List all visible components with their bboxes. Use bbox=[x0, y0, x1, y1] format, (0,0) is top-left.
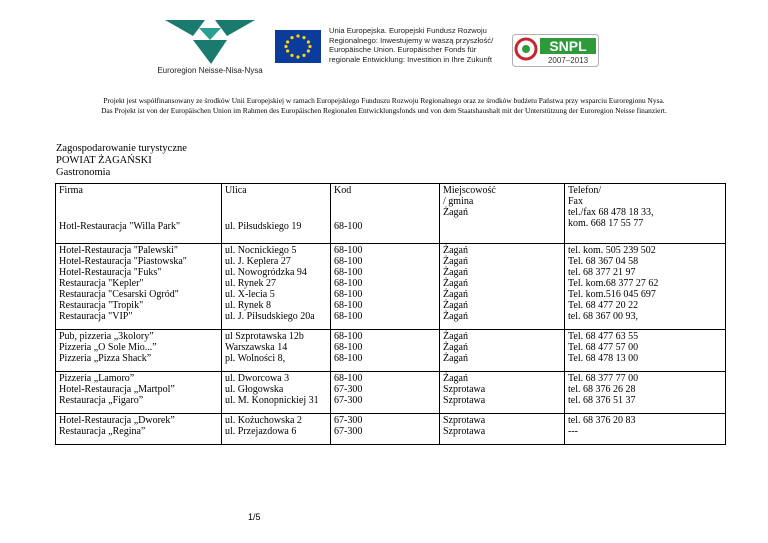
cell-miejscowosc: Szprotawa bbox=[443, 426, 486, 437]
euroregion-emblem-icon bbox=[145, 18, 275, 66]
table-cell bbox=[56, 184, 222, 244]
cell-ulica: ul. Głogowska bbox=[225, 384, 284, 395]
table-row bbox=[56, 414, 726, 445]
table-cell bbox=[56, 414, 222, 445]
cell-telefon: Tel. 68 377 77 00 bbox=[568, 373, 639, 384]
cell-miejscowosc: Żagań bbox=[443, 331, 468, 342]
table-header-row bbox=[56, 184, 726, 244]
cell-kod: 68-100 bbox=[334, 342, 363, 353]
cell-kod: 67-300 bbox=[334, 384, 363, 395]
cell-telefon: tel. 68 376 51 37 bbox=[568, 395, 636, 406]
cell-kod: 68-100 bbox=[334, 300, 363, 311]
snpl-years-text: 2007–2013 bbox=[547, 56, 589, 65]
table-cell bbox=[565, 414, 726, 445]
cell-miejscowosc: Żagań bbox=[443, 311, 468, 322]
cell-kod: 68-100 bbox=[334, 373, 363, 384]
table-cell bbox=[331, 244, 440, 330]
table-cell bbox=[440, 244, 565, 330]
eu-text-line: Regionalnego: Inwestujemy w waszą przyszłość/ bbox=[329, 35, 494, 45]
cell-miejscowosc: Żagań bbox=[443, 267, 468, 278]
cell-telefon: tel./fax 68 478 18 33, bbox=[568, 207, 654, 218]
header-gmina: / gmina bbox=[443, 196, 474, 207]
cell-ulica: ul Szprotawska 12b bbox=[225, 331, 304, 342]
cell-telefon: Tel. 68 478 13 00 bbox=[568, 353, 639, 364]
cell-telefon: --- bbox=[568, 426, 578, 437]
cell-firma: Pizzeria „Pizza Shack” bbox=[59, 353, 152, 364]
table-cell bbox=[56, 372, 222, 414]
cell-telefon: Tel. 68 477 63 55 bbox=[568, 331, 639, 342]
funding-line-de: Das Projekt ist von der Europäischen Union im Rahmen des Europäischen Regionalen Entwicklungsfonds und von dem Staatshaushalt mit der Unterstützung der Euroregion Neisse finanziert. bbox=[101, 106, 667, 115]
table-cell bbox=[565, 184, 726, 244]
header-miejscowosc: Miejscowość bbox=[443, 185, 496, 196]
table-cell bbox=[565, 372, 726, 414]
table-cell bbox=[440, 414, 565, 445]
cell-firma: Restauracja „Regina” bbox=[59, 426, 146, 437]
heading-line: POWIAT ŻAGAŃSKI bbox=[56, 155, 152, 166]
cell-firma: Restauracja „Figaro” bbox=[59, 395, 144, 406]
cell-kod: 68-100 bbox=[334, 221, 363, 232]
eu-fund-text bbox=[329, 26, 519, 64]
cell-miejscowosc: Żagań bbox=[443, 245, 468, 256]
cell-firma: Hotl-Restauracja "Willa Park" bbox=[59, 221, 181, 232]
table-row bbox=[56, 372, 726, 414]
cell-ulica: ul. X-lecia 5 bbox=[225, 289, 275, 300]
cell-firma: Hotel-Restauracja „Dworek” bbox=[59, 415, 175, 426]
cell-telefon: tel. 68 376 20 83 bbox=[568, 415, 636, 426]
table-cell bbox=[440, 330, 565, 372]
cell-firma: Hotel-Restauracja „Martpol” bbox=[59, 384, 175, 395]
cell-miejscowosc: Żagań bbox=[443, 207, 468, 218]
document-heading bbox=[56, 143, 187, 179]
cell-firma: Restauracja "Tropik" bbox=[59, 300, 144, 311]
cell-firma: Pizzeria „Lamoro” bbox=[59, 373, 135, 384]
cell-ulica: ul. J. Keplera 27 bbox=[225, 256, 291, 267]
cell-kod: 68-100 bbox=[334, 331, 363, 342]
table-row bbox=[56, 244, 726, 330]
funding-notice bbox=[40, 96, 728, 116]
cell-firma: Pizzeria „O Sole Mio...” bbox=[59, 342, 157, 353]
cell-telefon: Tel. 68 477 57 00 bbox=[568, 342, 639, 353]
gastronomy-table bbox=[55, 183, 726, 445]
cell-miejscowosc: Żagań bbox=[443, 278, 468, 289]
cell-miejscowosc: Szprotawa bbox=[443, 384, 486, 395]
cell-telefon: Tel. 68 477 20 22 bbox=[568, 300, 639, 311]
cell-ulica: ul. Piłsudskiego 19 bbox=[225, 221, 302, 232]
table-cell bbox=[222, 244, 331, 330]
cell-miejscowosc: Szprotawa bbox=[443, 415, 486, 426]
table-cell bbox=[222, 330, 331, 372]
eu-text-line: Europäische Union. Europäischer Fonds für bbox=[329, 45, 477, 55]
snpl-logo bbox=[512, 30, 602, 70]
cell-ulica: ul. Rynek 27 bbox=[225, 278, 276, 289]
table-cell bbox=[331, 184, 440, 244]
table-cell bbox=[56, 330, 222, 372]
cell-kod: 68-100 bbox=[334, 311, 363, 322]
cell-ulica: ul. Nocnickiego 5 bbox=[225, 245, 297, 256]
cell-kod: 68-100 bbox=[334, 256, 363, 267]
cell-miejscowosc: Żagań bbox=[443, 256, 468, 267]
cell-kod: 68-100 bbox=[334, 353, 363, 364]
cell-kod: 68-100 bbox=[334, 289, 363, 300]
cell-firma: Hotel-Restauracja "Palewski" bbox=[59, 245, 178, 256]
cell-ulica: ul. Nowogródzka 94 bbox=[225, 267, 307, 278]
cell-telefon: kom. 668 17 55 77 bbox=[568, 218, 644, 229]
header-firma: Firma bbox=[59, 185, 83, 196]
header-ulica: Ulica bbox=[225, 185, 247, 196]
header-kod: Kod bbox=[334, 185, 352, 196]
euroregion-logo bbox=[145, 18, 285, 80]
cell-kod: 68-100 bbox=[334, 278, 363, 289]
header-fax: Fax bbox=[568, 196, 583, 207]
cell-ulica: ul. M. Konopnickiej 31 bbox=[225, 395, 319, 406]
cell-miejscowosc: Żagań bbox=[443, 353, 468, 364]
cell-telefon: Tel. kom.68 377 27 62 bbox=[568, 278, 659, 289]
header-telefon: Telefon/ bbox=[568, 185, 602, 196]
cell-kod: 67-300 bbox=[334, 395, 363, 406]
page-number: 1/5 bbox=[248, 512, 261, 522]
eu-text-line: Unia Europejska. Europejski Fundusz Rozwoju bbox=[329, 26, 487, 35]
cell-telefon: tel. 68 367 00 93, bbox=[568, 311, 638, 322]
table-cell bbox=[331, 330, 440, 372]
heading-line: Gastronomia bbox=[56, 167, 111, 178]
eu-flag-icon bbox=[275, 30, 321, 63]
heading-line: Zagospodarowanie turystyczne bbox=[56, 143, 187, 154]
cell-kod: 67-300 bbox=[334, 426, 363, 437]
cell-firma: Hotel-Restauracja "Fuks" bbox=[59, 267, 162, 278]
table-cell bbox=[222, 184, 331, 244]
cell-kod: 68-100 bbox=[334, 245, 363, 256]
cell-firma: Restauracja "Cesarski Ogród" bbox=[59, 289, 179, 300]
table-cell bbox=[331, 372, 440, 414]
table-row bbox=[56, 330, 726, 372]
eu-text-line: regionale Entwicklung: Investition in Ihre Zukunft bbox=[329, 54, 492, 64]
cell-ulica: ul. Dworcowa 3 bbox=[225, 373, 290, 384]
cell-ulica: ul. Przejazdowa 6 bbox=[225, 426, 297, 437]
cell-ulica: Warszawska 14 bbox=[225, 342, 288, 353]
cell-firma: Pub, pizzeria „3kolory” bbox=[59, 331, 154, 342]
table-cell bbox=[56, 244, 222, 330]
table-cell bbox=[222, 414, 331, 445]
cell-firma: Hotel-Restauracja "Piastowska" bbox=[59, 256, 187, 267]
table-cell bbox=[440, 184, 565, 244]
cell-telefon: tel. 68 376 26 28 bbox=[568, 384, 636, 395]
table-cell bbox=[222, 372, 331, 414]
cell-telefon: Tel. kom.516 045 697 bbox=[568, 289, 656, 300]
cell-miejscowosc: Żagań bbox=[443, 289, 468, 300]
cell-ulica: pl. Wolności 8, bbox=[225, 353, 286, 364]
cell-miejscowosc: Żagań bbox=[443, 342, 468, 353]
cell-kod: 68-100 bbox=[334, 267, 363, 278]
cell-ulica: ul. Rynek 8 bbox=[225, 300, 271, 311]
cell-ulica: ul. Kożuchowska 2 bbox=[225, 415, 302, 426]
cell-ulica: ul. J. Piłsudskiego 20a bbox=[225, 311, 315, 322]
cell-telefon: tel. 68 377 21 97 bbox=[568, 267, 636, 278]
cell-miejscowosc: Żagań bbox=[443, 300, 468, 311]
funding-line-pl: Projekt jest współfinansowany ze środków Unii Europejskiej w ramach Europejskiego Funduszu Rozwoju Regionalnego oraz ze środków budżetu Państwa przy wsparciu Euroregionu Nysa. bbox=[103, 96, 665, 105]
cell-miejscowosc: Żagań bbox=[443, 373, 468, 384]
cell-kod: 67-300 bbox=[334, 415, 363, 426]
cell-miejscowosc: Szprotawa bbox=[443, 395, 486, 406]
euroregion-caption: Euroregion Neisse-Nisa-Nysa bbox=[157, 66, 263, 75]
cell-firma: Restauracja "VIP" bbox=[59, 311, 133, 322]
table-cell bbox=[331, 414, 440, 445]
table-cell bbox=[440, 372, 565, 414]
cell-telefon: tel. kom. 505 239 502 bbox=[568, 245, 656, 256]
table-cell bbox=[565, 330, 726, 372]
snpl-brand-text: SNPL bbox=[549, 38, 587, 54]
table-cell bbox=[565, 244, 726, 330]
cell-firma: Restauracja "Kepler" bbox=[59, 278, 144, 289]
cell-telefon: Tel. 68 367 04 58 bbox=[568, 256, 639, 267]
